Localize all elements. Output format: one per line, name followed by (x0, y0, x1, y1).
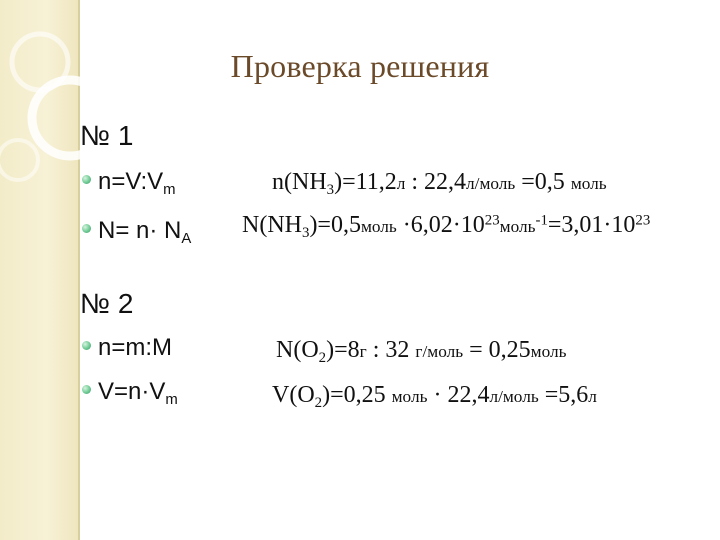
problem-2-calc-2: $V(O_2)=0,25$ моль · 22,4л/моль =5,6л (272, 382, 597, 412)
problem-1-calc-1: $n(NH_3)=11,2л$ : 22,4л/моль =0,5 моль (272, 169, 607, 199)
problem-1-formula-2: $N= n\cdot N_A$ (82, 219, 191, 243)
slide-title: Проверка решения (230, 48, 490, 84)
bullet-icon (82, 175, 91, 184)
problem-1-formula-1: $n=V:V_m$ (82, 170, 176, 194)
problem-1-calc-2: $N(NH_3)=0,5моль$ $\cdot 6,02\cdot 10^{23}моль^{-1}=3,01\cdot 10^{23}$ (242, 212, 651, 242)
problem-2-formula-2: $V=n\cdot V_m$ (82, 380, 178, 404)
problem-2-number: № 2 (80, 288, 134, 319)
problem-2-formula-1: n=m:M (82, 336, 172, 360)
bullet-icon (82, 341, 91, 350)
problem-1-number: № 1 (80, 120, 134, 151)
bullet-icon (82, 224, 91, 233)
problem-2-calc-1: $N(O_2)=8г$ : 32 г/моль = 0,25моль (276, 337, 567, 367)
bullet-icon (82, 385, 91, 394)
